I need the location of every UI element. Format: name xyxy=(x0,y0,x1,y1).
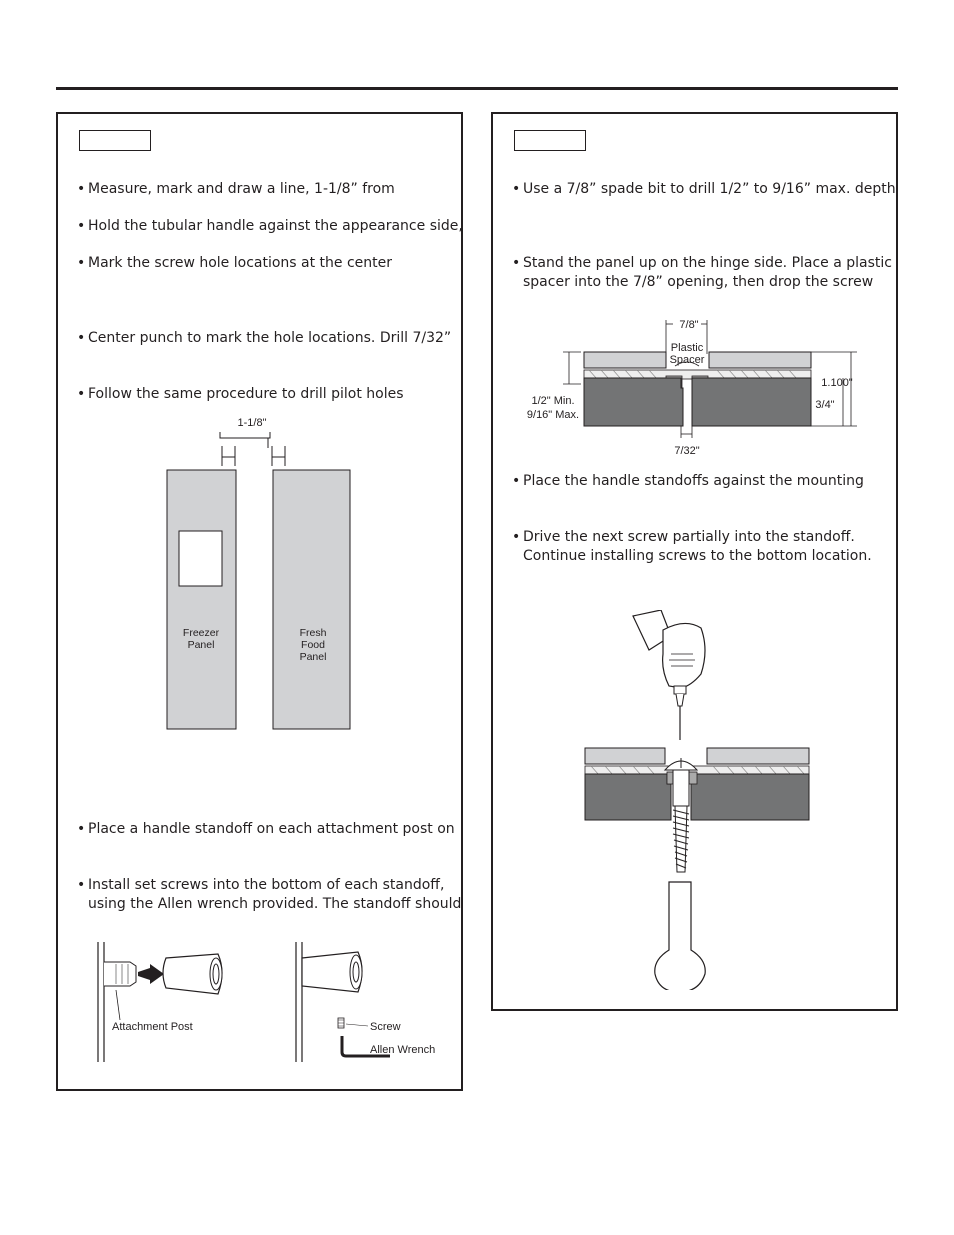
svg-text:Panel: Panel xyxy=(299,651,327,663)
svg-text:3/4": 3/4" xyxy=(815,399,835,411)
left-bullet-5: • Follow the same procedure to drill pilot holes xyxy=(77,386,404,402)
svg-text:Food: Food xyxy=(301,639,325,651)
right-section-tag xyxy=(514,130,586,151)
svg-text:Allen Wrench: Allen Wrench xyxy=(370,1044,436,1056)
svg-text:Plastic: Plastic xyxy=(670,342,704,354)
attachment-post xyxy=(104,962,136,986)
svg-text:Screw: Screw xyxy=(370,1021,401,1033)
handle-mount-right xyxy=(709,352,811,368)
left-bullet-3: • Mark the screw hole locations at the center xyxy=(77,255,393,271)
svg-text:Fresh: Fresh xyxy=(299,627,327,639)
door-panel-right xyxy=(692,378,811,426)
left-instructions-panel xyxy=(56,112,463,1091)
drill-screw-figure xyxy=(583,610,813,990)
fresh-food-panel xyxy=(273,470,350,729)
standoff-install-figure xyxy=(88,942,448,1067)
door-panels-figure xyxy=(158,412,358,732)
freezer-panel xyxy=(167,470,236,729)
right-bullet-4: • Drive the next screw partially into the standoff. Continue installing screws to the bottom location. xyxy=(512,529,872,564)
svg-text:9/16" Max.: 9/16" Max. xyxy=(526,409,580,421)
drill-icon xyxy=(663,623,705,688)
right-instructions-panel xyxy=(491,112,898,1011)
door-panel-left xyxy=(584,378,683,426)
panel-gap-dimension: 1-1/8" xyxy=(237,417,267,429)
svg-text:7/8": 7/8" xyxy=(679,319,699,331)
left-bullet-1: • Measure, mark and draw a line, 1-1/8” from xyxy=(77,181,395,197)
right-bullet-2: • Stand the panel up on the hinge side. Place a plastic spacer into the 7/8” opening, then drop the screw xyxy=(512,255,893,290)
svg-text:1.100": 1.100" xyxy=(821,377,853,389)
left-bullet-7: • Install set screws into the bottom of each standoff, using the Allen wrench provided. The standoff should xyxy=(77,877,462,912)
left-bullet-4: • Center punch to mark the hole locations. Drill 7/32” xyxy=(77,330,452,346)
dispenser-cutout xyxy=(179,531,222,586)
svg-text:Spacer: Spacer xyxy=(669,354,705,366)
drill-cross-section-figure xyxy=(521,314,871,464)
header-rule xyxy=(56,87,898,90)
svg-text:1/2" Min.: 1/2" Min. xyxy=(531,395,575,407)
right-bullet-1: • Use a 7/8” spade bit to drill 1/2” to 9/16” max. depth xyxy=(512,181,896,197)
left-section-tag xyxy=(79,130,151,151)
svg-text:Attachment Post: Attachment Post xyxy=(112,1021,193,1033)
handle-mount-left xyxy=(584,352,666,368)
standoff-part xyxy=(655,882,705,990)
svg-text:Panel: Panel xyxy=(187,639,215,651)
left-bullet-6: • Place a handle standoff on each attachment post on xyxy=(77,821,455,837)
left-bullet-2: • Hold the tubular handle against the appearance side, xyxy=(77,218,463,234)
svg-text:Freezer: Freezer xyxy=(182,627,220,639)
right-bullet-3: • Place the handle standoffs against the mounting xyxy=(512,473,864,489)
svg-text:7/32": 7/32" xyxy=(674,445,700,457)
